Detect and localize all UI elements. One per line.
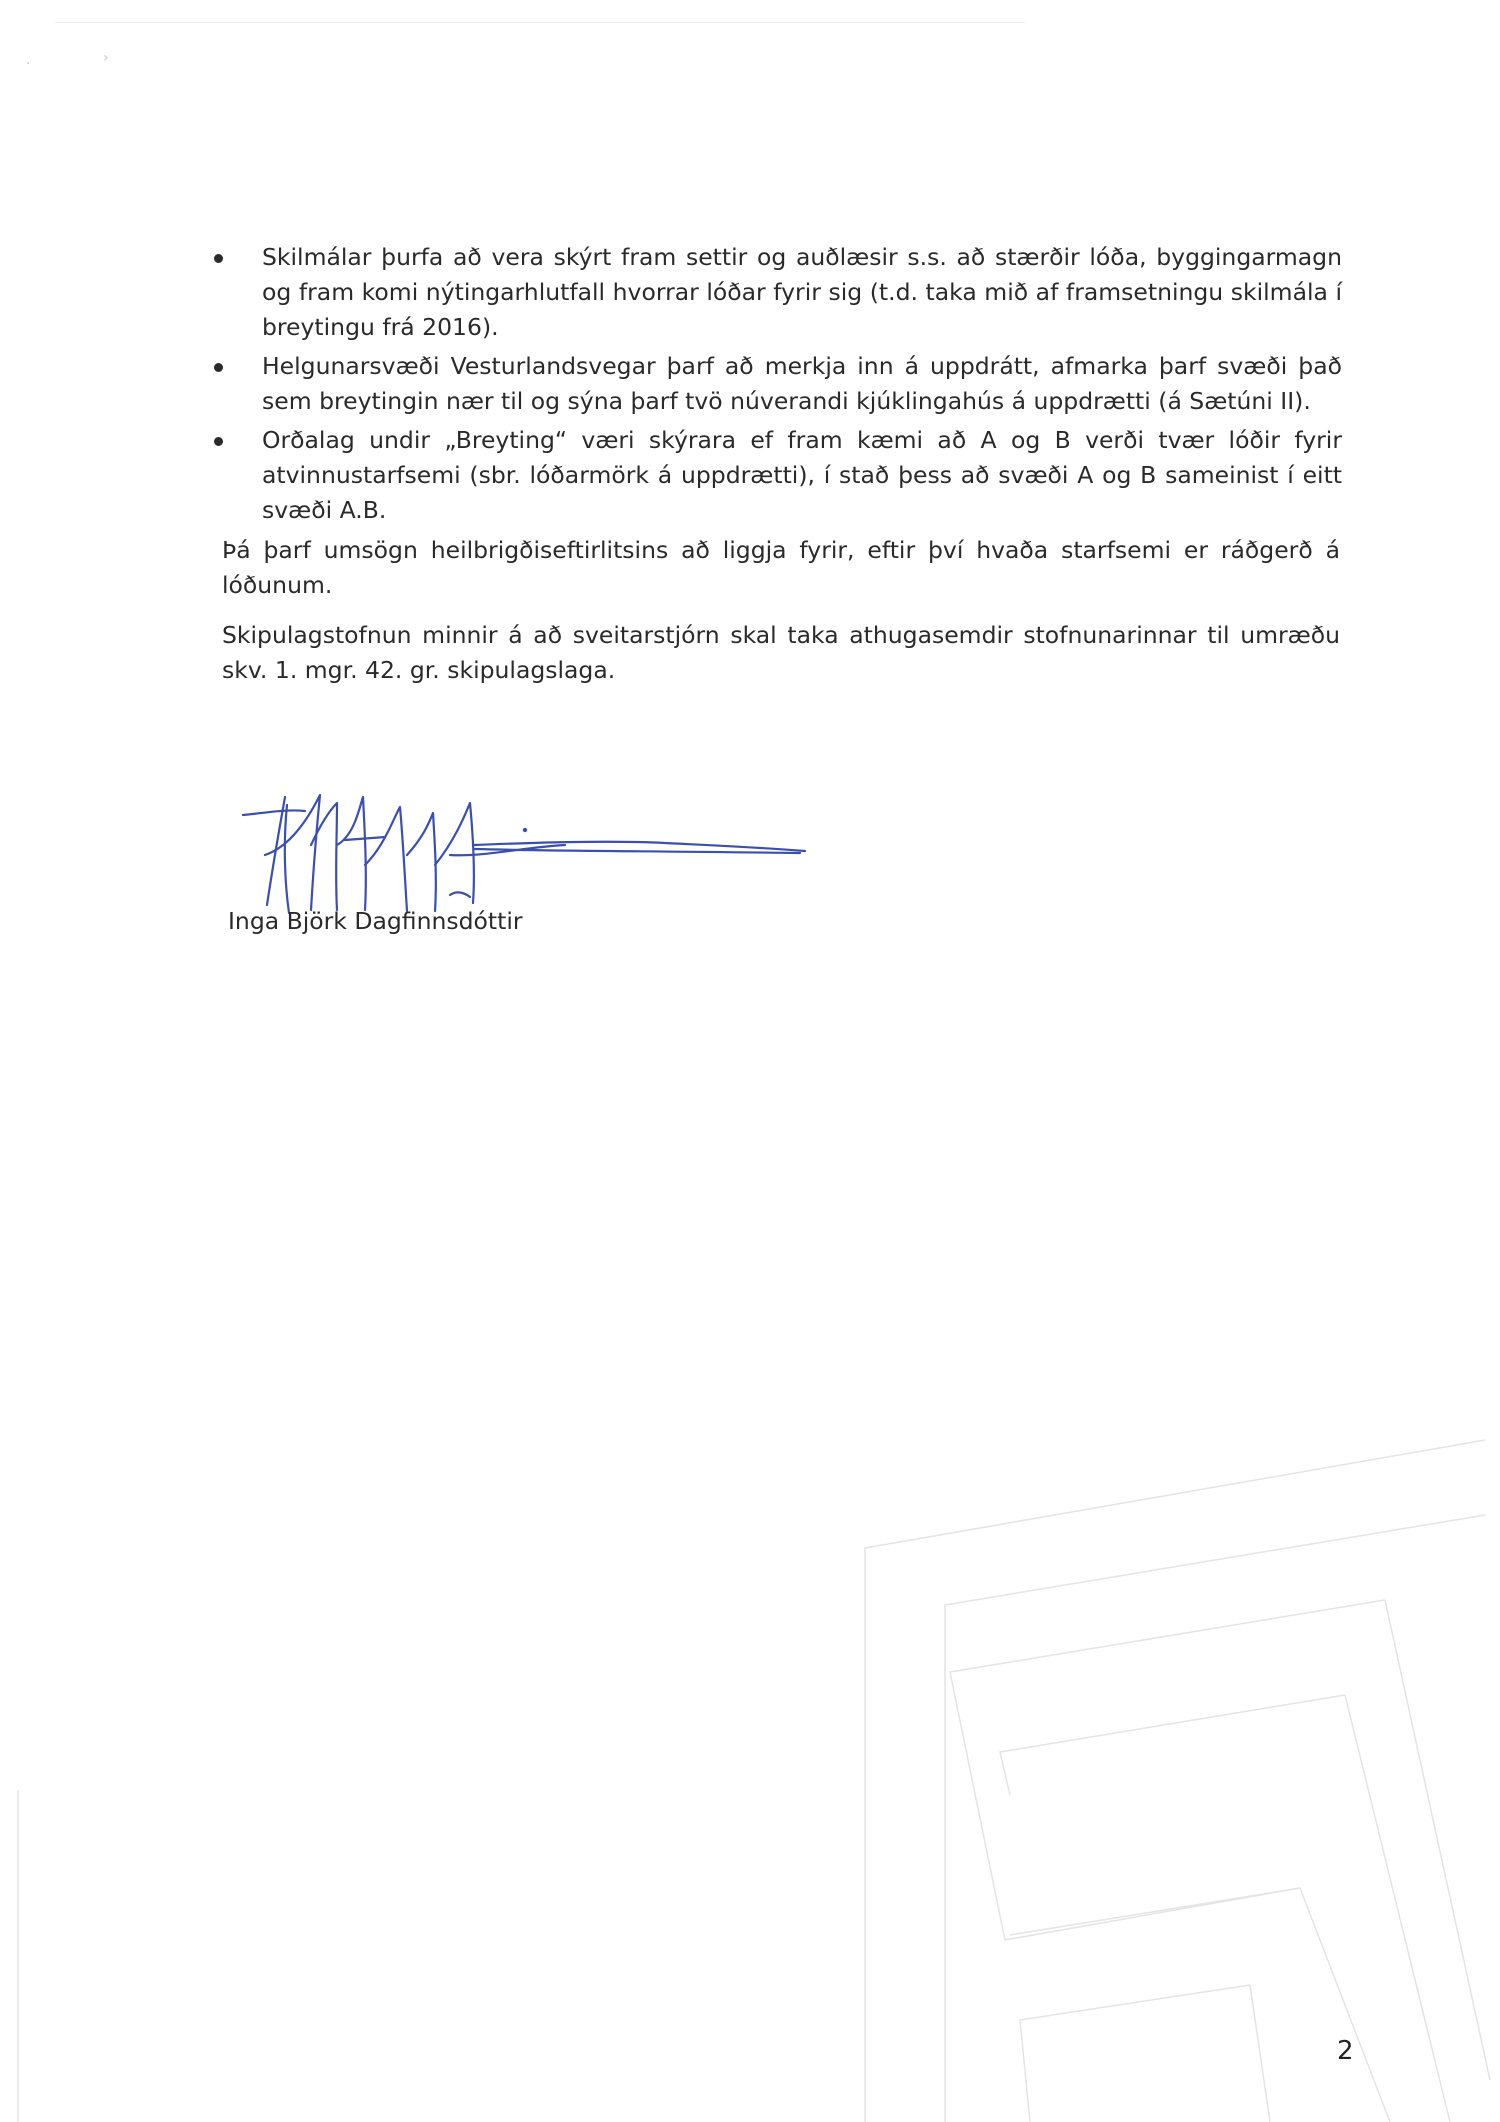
list-item-text: Helgunarsvæði Vesturlandsvegar þarf að merkja inn á uppdrátt, afmarka þarf svæði það sem breytingin nær til og sýna þarf tvö núverandi kjúklingahús á uppdrætti (á Sætúni II). bbox=[262, 352, 1342, 415]
list-item-text: Skilmálar þurfa að vera skýrt fram settir og auðlæsir s.s. að stærðir lóða, byggingarmagn og fram komi nýtingarhlutfall hvorrar lóðar fyrir sig (t.d. taka mið af framsetningu skilmála í breytingu frá 2016). bbox=[262, 243, 1342, 341]
signer-name: Inga Björk Dagfinnsdóttir bbox=[228, 907, 523, 935]
paragraph-health-inspection: Þá þarf umsögn heilbrigðiseftirlitsins að liggja fyrir, eftir því hvaða starfsemi er ráðgerð á lóðunum. bbox=[222, 536, 1340, 599]
scan-speck: . bbox=[26, 52, 31, 68]
bullet-icon bbox=[214, 254, 223, 263]
list-item bbox=[262, 349, 1342, 419]
list-item-text: Orðalag undir „Breyting“ væri skýrara ef fram kæmi að A og B verði tvær lóðir fyrir atvinnustarfsemi (sbr. lóðarmörk á uppdrætti), í stað þess að svæði A og B sameinist í eitt svæði A.B. bbox=[262, 426, 1342, 524]
paragraph-municipal-council: Skipulagstofnun minnir á að sveitarstjórn skal taka athugasemdir stofnunarinnar til umræðu skv. 1. mgr. 42. gr. skipulagslaga. bbox=[222, 621, 1340, 684]
scan-speck: › bbox=[103, 50, 109, 66]
list-item bbox=[262, 423, 1342, 528]
handwritten-signature bbox=[225, 785, 825, 925]
list-item bbox=[262, 240, 1342, 345]
comments-list bbox=[262, 240, 1342, 532]
bullet-icon bbox=[214, 363, 223, 372]
page-number: 2 bbox=[1337, 2036, 1354, 2066]
bullet-icon bbox=[214, 437, 223, 446]
